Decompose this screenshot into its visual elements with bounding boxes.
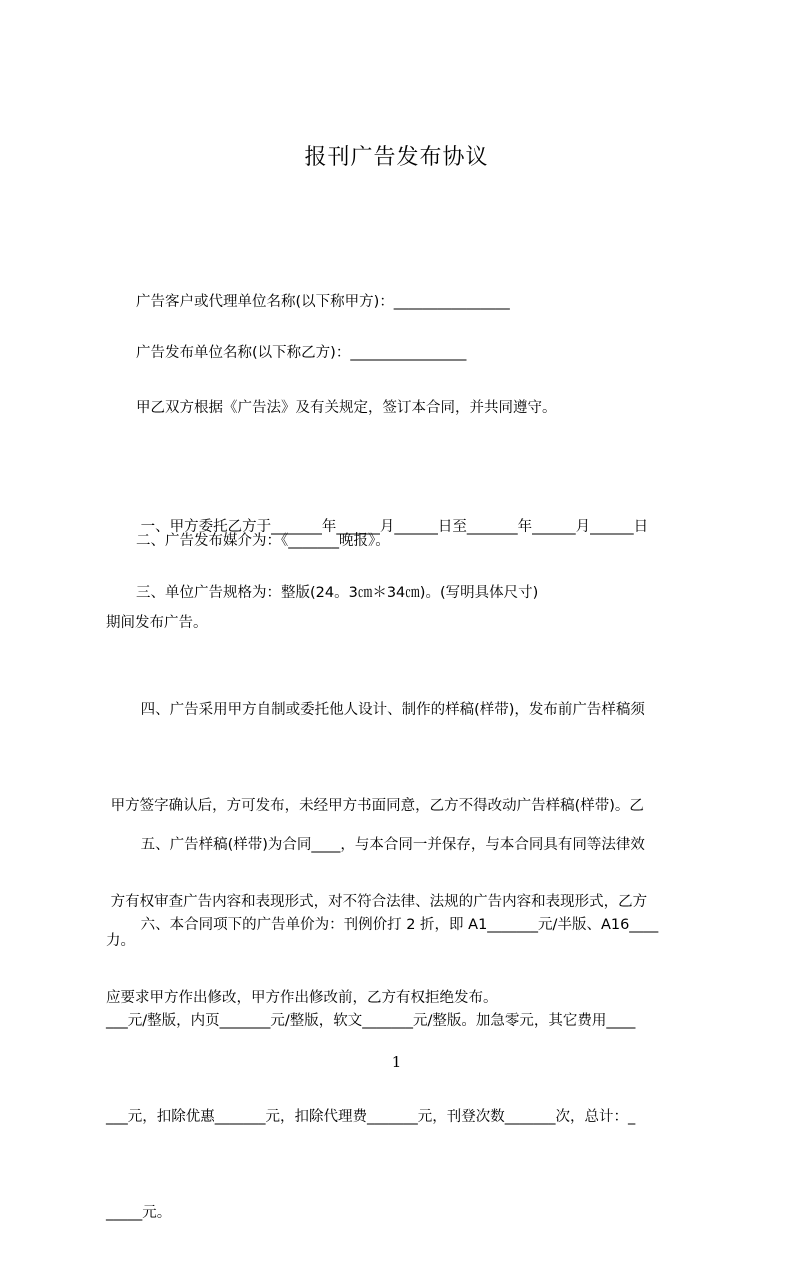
clause-4-line: 方有权审查广告内容和表现形式，对不符合法律、法规的广告内容和表现形式，乙方 — [106, 894, 648, 910]
clause-4-line: 四、广告采用甲方自制或委托他人设计、制作的样稿(样带)，发布前广告样稿须 — [136, 702, 645, 718]
clause-1-line: 一、甲方委托乙方于_______年______月______日至_______年______月______日 — [136, 519, 649, 535]
clause-4-line: 应要求甲方作出修改，甲方作出修改前，乙方有权拒绝发布。 — [106, 990, 498, 1006]
party-b-line: 广告发布单位名称(以下称乙方)：________________ — [136, 345, 467, 361]
clause-1-line: 期间发布广告。 — [106, 615, 208, 631]
clause-6-line: ___元/整版，内页_______元/整版，软文_______元/整版。加急零元，其它费用____ — [106, 1013, 636, 1029]
clause-6-line: ___元，扣除优惠_______元，扣除代理费_______元，刊登次数_______次，总计：_ — [106, 1109, 636, 1125]
clause-3-paragraph: 三、单位广告规格为：整版(24。3㎝＊34㎝)。(写明具体尺寸) — [136, 585, 539, 601]
page-title: 报刊广告发布协议 — [304, 145, 489, 170]
preamble-paragraph: 甲乙双方根据《广告法》及有关规定，签订本合同，并共同遵守。 — [136, 400, 557, 416]
clause-6-line: _____元。 — [106, 1205, 172, 1221]
clause-2-paragraph: 二、广告发布媒介为：《_______晚报》。 — [136, 533, 390, 549]
clause-6-line: 六、本合同项下的广告单价为：刊例价打 2 折，即 A1_______元/半版、A16____ — [136, 917, 659, 933]
clause-4-line: 甲方签字确认后，方可发布，未经甲方书面同意，乙方不得改动广告样稿(样带)。乙 — [106, 798, 644, 814]
clause-5-line: 五、广告样稿(样带)为合同____，与本合同一并保存，与本合同具有同等法律效 — [136, 837, 645, 853]
clause-5-line: 力。 — [106, 933, 135, 949]
page-number: 1 — [391, 1053, 402, 1071]
party-a-line: 广告客户或代理单位名称(以下称甲方)：________________ — [136, 294, 510, 310]
